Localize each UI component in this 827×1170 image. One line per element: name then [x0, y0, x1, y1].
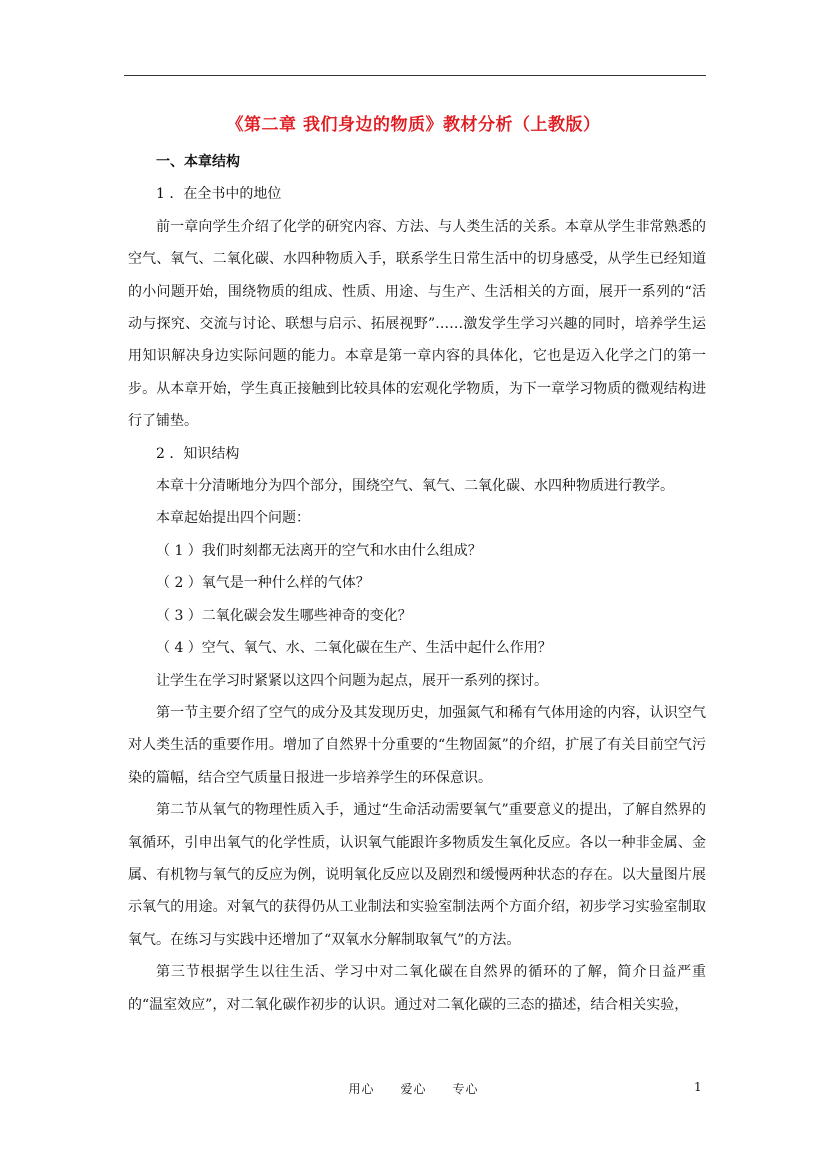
- footer-motto: 用心 爱心 专心: [348, 1082, 479, 1096]
- subsection-heading: 2 ．知识结构: [156, 445, 240, 462]
- paragraph: 第三节根据学生以往生活、学习中对二氧化碳在自然界的循环的了解，简介日益严重的“温室效应”，对二氧化碳作初步的认识。通过对二氧化碳的三态的描述，结合相关实验，: [128, 964, 706, 1013]
- subsection-heading: 1 ．在全书中的地位: [156, 186, 282, 203]
- section-heading: 一、本章结构: [156, 154, 240, 170]
- paragraph: 本章十分清晰地分为四个部分，围绕空气、氧气、二氧化碳、水四种物质进行教学。: [156, 478, 674, 495]
- question-item: （ 2 ）氧气是一种什么样的气体？: [156, 575, 370, 592]
- question-item: （ 4 ）空气、氧气、水、二氧化碳在生产、生活中起什么作用？: [156, 640, 552, 657]
- document-body: [128, 146, 706, 1021]
- paragraph: 前一章向学生介绍了化学的研究内容、方法、与人类生活的关系。本章从学生非常熟悉的空气、氧气、二氧化碳、水四种物质入手，联系学生日常生活中的切身感受，从学生已经知道的小问题开始，围绕物质的组成、性质、用途、与生产、生活相关的方面，展开一系列的“活动与探究、交流与讨论、联想与启示、拓展视野”……激发学生学习兴趣的同时，培养学生运用知识解决身边实际问题的能力。本章是第一章内容的具体化，它也是迈入化学之门的第一步。从本章开始，学生真正接触到比较具体的宏观化学物质，为下一章学习物质的微观结构进行了铺垫。: [128, 218, 706, 430]
- header-rule: [124, 75, 706, 76]
- question-item: （ 3 ）二氧化碳会发生哪些神奇的变化？: [156, 607, 412, 624]
- question-item: （ 1 ）我们时刻都无法离开的空气和水由什么组成？: [156, 542, 482, 559]
- paragraph: 第二节从氧气的物理性质入手，通过“生命活动需要氧气”重要意义的提出，了解自然界的氧循环，引申出氧气的化学性质，认识氧气能跟许多物质发生氧化反应。各以一种非金属、金属、有机物与氧气的反应为例，说明氧化反应以及剧烈和缓慢两种状态的存在。以大量图片展示氧气的用途。对氧气的获得仍从工业制法和实验室制法两个方面介绍，初步学习实验室制取氧气。在练习与实践中还增加了“双氧水分解制取氧气”的方法。: [128, 802, 706, 948]
- paragraph: 让学生在学习时紧紧以这四个问题为起点，展开一系列的探讨。: [156, 672, 548, 689]
- page-number: 1: [694, 1080, 702, 1094]
- paragraph: 第一节主要介绍了空气的成分及其发现历史，加强氮气和稀有气体用途的内容，认识空气对人类生活的重要作用。增加了自然界十分重要的“生物固氮”的介绍，扩展了有关目前空气污染的篇幅，结合空气质量日报进一步培养学生的环保意识。: [128, 704, 706, 786]
- document-title: 《第二章 我们身边的物质》教材分析（上教版）: [226, 115, 601, 135]
- paragraph: 本章起始提出四个问题：: [156, 510, 310, 527]
